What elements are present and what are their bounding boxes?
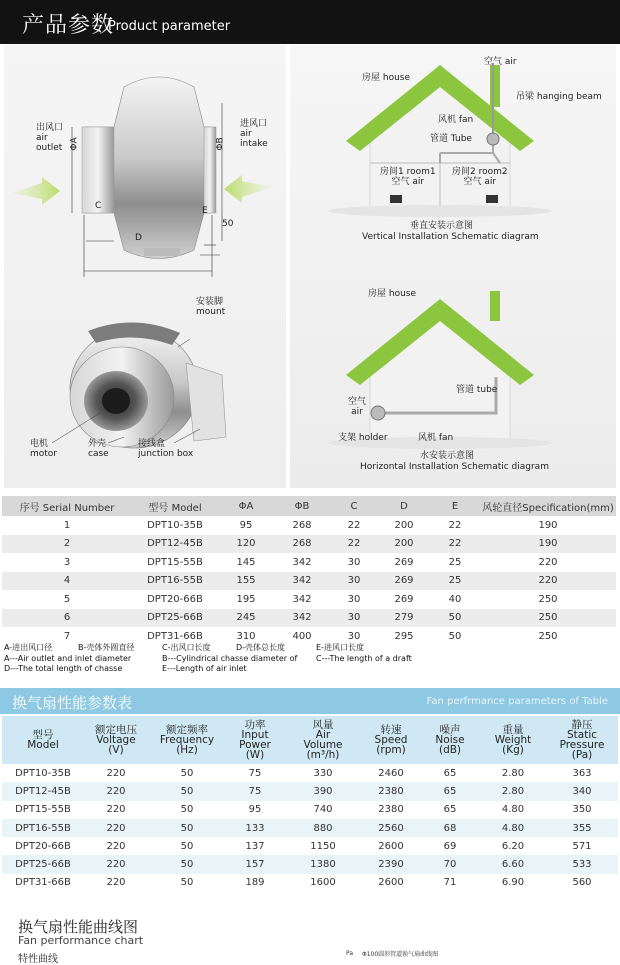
performance-cell: DPT10-35B [15, 767, 71, 779]
performance-row [2, 819, 618, 837]
performance-header-line: (dB) [438, 744, 462, 756]
spec-header: 序号 Serial Number [19, 502, 115, 514]
note-e-en: E---Length of air inlet [162, 664, 247, 673]
performance-cell: 71 [443, 877, 457, 889]
performance-cell: 220 [106, 767, 126, 779]
performance-cell: 50 [180, 822, 194, 834]
performance-header-row [2, 716, 618, 764]
performance-cell: 65 [443, 767, 457, 779]
h-house-label: 房屋 house [368, 289, 417, 299]
performance-cell: 350 [572, 804, 592, 816]
spec-header: E [451, 500, 459, 512]
spec-header: ΦA [238, 500, 254, 512]
spec-cell: 25 [448, 575, 462, 587]
performance-header [362, 716, 420, 764]
performance-cell: 560 [572, 877, 592, 889]
dim-c: C [95, 201, 102, 211]
performance-header-line: (m³/h) [306, 749, 340, 761]
spec-cell: 268 [292, 538, 312, 550]
performance-cell: 340 [572, 785, 592, 797]
spec-cell: 145 [236, 556, 256, 568]
spec-row [2, 516, 616, 535]
spec-cell: 30 [347, 556, 361, 568]
performance-cell: 70 [443, 859, 457, 871]
h-tube-label: 管道 tube [456, 385, 498, 395]
spec-cell: 200 [394, 538, 414, 550]
performance-chart-section [0, 902, 620, 965]
spec-cell: 310 [236, 630, 256, 642]
performance-cell: 6.90 [501, 877, 525, 889]
spec-cell: 50 [448, 612, 462, 624]
spec-cell: DPT12-45B [147, 538, 203, 550]
case-label: 外壳 case [88, 439, 109, 459]
spec-cell: 95 [239, 519, 253, 531]
spec-cell: 30 [347, 630, 361, 642]
spec-cell: 155 [236, 575, 256, 587]
performance-cell: 2600 [378, 877, 404, 889]
spec-cell: 3 [63, 556, 71, 568]
v-caption-zh: 垂直安装示意图 [410, 221, 474, 231]
performance-table [2, 716, 618, 892]
performance-header-line: Air [315, 729, 331, 741]
spec-cell: 269 [394, 575, 414, 587]
curve-caption: Φ100圆形管道换气扇曲线图 [362, 951, 439, 958]
performance-header-line: (Kg) [502, 744, 524, 756]
v-tube-label: 管道 Tube [430, 134, 472, 144]
v-fan-label: 风机 fan [438, 115, 474, 125]
performance-cell: 220 [106, 822, 126, 834]
spec-cell: 269 [394, 556, 414, 568]
spec-cell: 250 [538, 630, 558, 642]
performance-cell: 533 [572, 859, 592, 871]
spec-cell: 295 [394, 630, 414, 642]
performance-cell: 4.80 [501, 822, 525, 834]
spec-cell: 22 [347, 519, 361, 531]
performance-cell: DPT15-55B [15, 804, 71, 816]
performance-cell: 6.20 [501, 840, 525, 852]
performance-cell: DPT16-55B [15, 822, 71, 834]
dim-50: 50 [222, 219, 234, 229]
fan-side-view-drawing [4, 45, 286, 488]
spec-header: 风轮直径Specification(mm) [482, 502, 614, 514]
v-house-label: 房屋 house [362, 73, 411, 83]
performance-header-line: Model [27, 739, 59, 751]
spec-cell: 30 [347, 575, 361, 587]
performance-cell: 2560 [378, 822, 404, 834]
performance-cell: 50 [180, 859, 194, 871]
spec-cell: 400 [292, 630, 312, 642]
spec-cell: 7 [63, 630, 71, 642]
spec-cell: DPT31-66B [147, 630, 203, 642]
performance-row [2, 782, 618, 800]
performance-cell: 65 [443, 785, 457, 797]
performance-cell: 157 [245, 859, 265, 871]
performance-cell: 133 [245, 822, 265, 834]
performance-cell: 75 [248, 785, 262, 797]
performance-header-line: 转速 [380, 724, 402, 736]
performance-cell: 330 [313, 767, 333, 779]
performance-cell: DPT20-66B [15, 840, 71, 852]
performance-cell: 880 [313, 822, 333, 834]
performance-cell: 189 [245, 877, 265, 889]
spec-cell: 342 [292, 612, 312, 624]
spec-header: ΦB [294, 500, 310, 512]
vertical-installation-house-drawing [290, 45, 616, 488]
spec-cell: 50 [448, 630, 462, 642]
motor-label: 电机 motor [30, 439, 58, 459]
performance-cell: 50 [180, 767, 194, 779]
performance-header [2, 716, 84, 764]
performance-cell: 1380 [310, 859, 336, 871]
performance-cell: 4.80 [501, 804, 525, 816]
performance-cell: 220 [106, 785, 126, 797]
dim-phi-a: ΦA [69, 137, 80, 151]
performance-cell: 220 [106, 859, 126, 871]
performance-cell: 740 [313, 804, 333, 816]
header-title-zh: 产品参数 [22, 13, 115, 38]
spec-cell: 220 [538, 575, 558, 587]
performance-header [480, 716, 546, 764]
spec-cell: 40 [448, 593, 462, 605]
spec-cell: 120 [236, 538, 256, 550]
performance-header-line: Volume [303, 739, 343, 751]
performance-cell: 68 [443, 822, 457, 834]
h-air-label: 空气 air [348, 397, 367, 417]
spec-cell: 190 [538, 519, 558, 531]
performance-header [546, 716, 618, 764]
spec-cell: 279 [394, 612, 414, 624]
mount-label: 安装脚 mount [196, 297, 226, 317]
performance-header-line: (Hz) [176, 744, 198, 756]
h-caption-en: Horizontal Installation Schematic diagram [360, 462, 549, 472]
performance-header-line: Noise [435, 734, 465, 746]
dim-d: D [135, 233, 142, 243]
spec-cell: 22 [448, 538, 462, 550]
performance-header-line: 风量 [312, 719, 334, 731]
performance-cell: 2390 [378, 859, 404, 871]
note-a-zh: A-进出风口径 [4, 643, 53, 652]
note-c-en: C---The length of a draft [316, 654, 412, 663]
performance-cell: 220 [106, 877, 126, 889]
performance-row [2, 837, 618, 855]
performance-header-line: 额定频率 [166, 724, 208, 736]
performance-header [284, 716, 362, 764]
performance-cell: 2380 [378, 804, 404, 816]
spec-cell: 5 [63, 593, 71, 605]
v-beam-label: 吊梁 hanging beam [516, 92, 602, 102]
performance-cell: 2.80 [501, 785, 525, 797]
curve-subtitle: 特性曲线 [18, 954, 58, 965]
v-room1-label: 房间1 room1 空气 air [380, 167, 436, 187]
spec-header: C [350, 500, 358, 512]
performance-cell: 355 [572, 822, 592, 834]
h-fan-label: 风机 fan [418, 433, 454, 443]
spec-cell: 30 [347, 593, 361, 605]
spec-cell: 1 [63, 519, 71, 531]
performance-cell: DPT12-45B [15, 785, 71, 797]
note-d-en: D---The total length of chasse [4, 664, 123, 673]
v-room2-label: 房间2 room2 空气 air [452, 167, 508, 187]
spec-cell: 200 [394, 519, 414, 531]
note-e-zh: E-进风口长度 [316, 643, 364, 652]
performance-cell: 2600 [378, 840, 404, 852]
spec-cell: 25 [448, 556, 462, 568]
header-title-en: Product parameter [108, 19, 231, 34]
performance-table-banner [0, 688, 620, 714]
junction-box-label: 接线盒 junction box [138, 439, 194, 459]
performance-title-en: Fan perfrmance parameters of Table [426, 696, 608, 707]
performance-header-line: 重量 [502, 724, 524, 736]
performance-header-line: Power [239, 739, 271, 751]
performance-cell: 2380 [378, 785, 404, 797]
performance-row [2, 764, 618, 782]
spec-row [2, 535, 616, 554]
performance-row [2, 801, 618, 819]
spec-row [2, 553, 616, 572]
outlet-label: 出风口 air outlet [36, 123, 64, 153]
performance-cell: 50 [180, 840, 194, 852]
spec-cell: 22 [448, 519, 462, 531]
spec-cell: 245 [236, 612, 256, 624]
performance-cell: 65 [443, 804, 457, 816]
performance-cell: 95 [248, 804, 262, 816]
curve-title-zh: 换气扇性能曲线图 [18, 918, 139, 936]
performance-header-line: Pressure [559, 739, 605, 751]
performance-cell: 1150 [310, 840, 336, 852]
performance-cell: 220 [106, 840, 126, 852]
performance-header-line: Speed [374, 734, 408, 746]
performance-header-line: Input [241, 729, 269, 741]
performance-header [148, 716, 226, 764]
spec-row [2, 572, 616, 591]
performance-row [2, 855, 618, 873]
spec-cell: 190 [538, 538, 558, 550]
spec-cell: 6 [63, 612, 71, 624]
performance-header-line: (W) [245, 749, 265, 761]
performance-cell: 363 [572, 767, 592, 779]
performance-header-line: (Pa) [571, 749, 593, 761]
note-a-en: A---Air outlet and inlet diameter [4, 654, 132, 663]
spec-cell: 220 [538, 556, 558, 568]
performance-cell: 2.80 [501, 767, 525, 779]
v-caption-en: Vertical Installation Schematic diagram [362, 232, 539, 242]
spec-cell: 342 [292, 593, 312, 605]
performance-header-line: 噪声 [439, 724, 461, 736]
header-bar [0, 0, 620, 44]
performance-cell: DPT31-66B [15, 877, 71, 889]
installation-diagrams-panel [290, 45, 616, 488]
performance-cell: 75 [248, 767, 262, 779]
product-drawing-panel [4, 45, 286, 488]
performance-cell: 6.60 [501, 859, 525, 871]
performance-cell: DPT25-66B [15, 859, 71, 871]
performance-cell: 50 [180, 877, 194, 889]
h-caption-zh: 水安装示意图 [420, 451, 475, 461]
note-d-zh: D-壳体总长度 [236, 643, 286, 652]
performance-header-line: (rpm) [376, 744, 406, 756]
spec-cell: DPT15-55B [147, 556, 203, 568]
spec-row [2, 590, 616, 609]
spec-header: 型号 Model [148, 502, 202, 514]
performance-title-zh: 换气扇性能参数表 [12, 694, 133, 712]
spec-cell: DPT20-66B [147, 593, 203, 605]
spec-cell: DPT16-55B [147, 575, 203, 587]
performance-header-line: 功率 [244, 719, 266, 731]
spec-cell: 22 [347, 538, 361, 550]
spec-cell: 250 [538, 612, 558, 624]
spec-cell: 195 [236, 593, 256, 605]
spec-cell: 342 [292, 556, 312, 568]
performance-cell: 2460 [378, 767, 404, 779]
spec-cell: 269 [394, 593, 414, 605]
performance-cell: 1600 [310, 877, 336, 889]
performance-cell: 50 [180, 785, 194, 797]
performance-header-line: 型号 [32, 729, 54, 741]
performance-row [2, 874, 618, 892]
performance-header-line: 额定电压 [95, 724, 137, 736]
performance-cell: 137 [245, 840, 265, 852]
dimension-spec-table [2, 496, 616, 646]
performance-header-line: Static [566, 729, 598, 741]
curve-unit: Pa [346, 950, 354, 957]
dim-phi-b: ΦB [215, 137, 226, 151]
performance-header [420, 716, 480, 764]
note-b-en: B---Cylindrical chasse diameter of [162, 654, 298, 663]
spec-cell: DPT25-66B [147, 612, 203, 624]
performance-header [84, 716, 148, 764]
spec-cell: 250 [538, 593, 558, 605]
intake-label: 进风口 air intake [240, 119, 268, 149]
curve-title-en: Fan performance chart [18, 934, 144, 947]
note-c-zh: C-出风口长度 [162, 643, 211, 652]
performance-header-line: Voltage [96, 734, 136, 746]
spec-cell: 4 [63, 575, 71, 587]
spec-cell: 2 [63, 538, 71, 550]
performance-cell: 69 [443, 840, 457, 852]
h-holder-label: 支架 holder [338, 433, 388, 443]
spec-cell: DPT10-35B [147, 519, 203, 531]
spec-cell: 30 [347, 612, 361, 624]
note-b-zh: B-壳体外圆直径 [78, 643, 135, 652]
performance-header [226, 716, 284, 764]
performance-cell: 571 [572, 840, 592, 852]
performance-header-line: 静压 [571, 719, 593, 731]
performance-header-line: (V) [108, 744, 124, 756]
spec-cell: 342 [292, 575, 312, 587]
performance-cell: 50 [180, 804, 194, 816]
spec-header: D [400, 500, 408, 512]
spec-cell: 268 [292, 519, 312, 531]
spec-row [2, 609, 616, 628]
v-air-label: 空气 air [484, 57, 517, 67]
performance-header-line: Weight [494, 734, 532, 746]
performance-header-line: Frequency [159, 734, 215, 746]
performance-cell: 220 [106, 804, 126, 816]
spec-header-row [2, 496, 616, 516]
dim-e: E [202, 206, 208, 216]
performance-cell: 390 [313, 785, 333, 797]
